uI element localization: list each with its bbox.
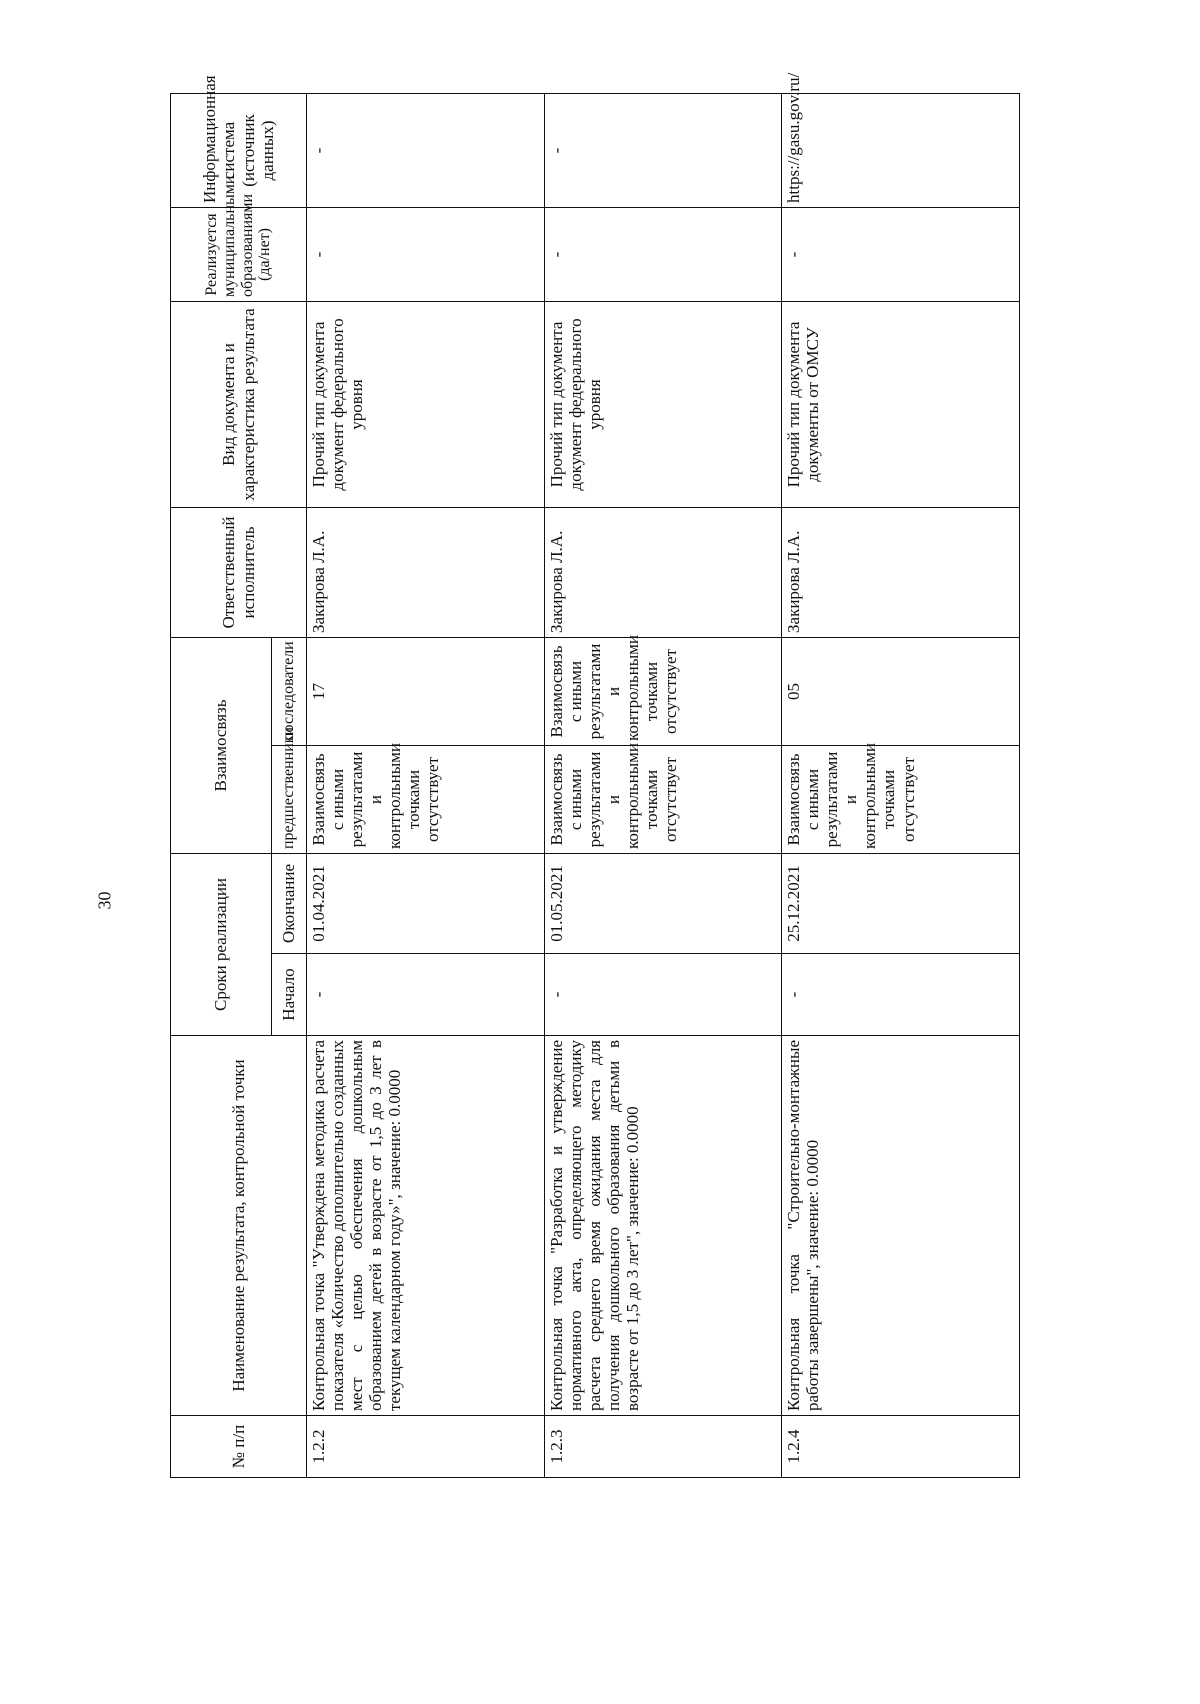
row-name: Контрольная точка "Строительно-монтажные работы завершены", значение: 0.0000 (782, 1036, 1020, 1416)
header-relation: Взаимосвязь (171, 637, 272, 853)
row-num: 1.2.2 (307, 1416, 545, 1478)
row-responsible: Закирова Л.А. (307, 507, 545, 637)
row-doc-type: Прочий тип документа документы от ОМСУ (782, 301, 1020, 507)
rotated-table-container (170, 72, 1020, 1478)
header-row-1 (171, 93, 272, 1477)
page-number: 30 (94, 891, 115, 910)
row-start: - (782, 954, 1020, 1036)
header-end: Окончание (272, 854, 307, 954)
table-row (544, 93, 782, 1477)
row-end: 25.12.2021 (782, 854, 1020, 954)
row-name: Контрольная точка "Утверждена методика расчета показателя «Количество дополнительно созданных мест с целью обеспечения дошкольным образованием детей в возрасте от 1,5 до 3 лет в текущем календарном году»", значение: 0.0000 (307, 1036, 545, 1416)
header-start: Начало (272, 954, 307, 1036)
header-responsible: Ответственный исполнитель (171, 507, 307, 637)
table-row (782, 93, 1020, 1477)
header-doc-type: Вид документа и характеристика результата (171, 301, 307, 507)
row-successors: 05 (782, 637, 1020, 745)
row-predecessors: Взаимосвязь с иными результатами и контрольными точками отсутствует (782, 746, 1020, 854)
row-responsible: Закирова Л.А. (782, 507, 1020, 637)
row-name: Контрольная точка "Разработка и утверждение нормативного акта, определяющего методику расчета среднего время ожидания места для получения дошкольного образования детьми в возрасте от 1,5 до 3 лет", значение: 0.0000 (544, 1036, 782, 1416)
row-end: 01.04.2021 (307, 854, 545, 954)
row-start: - (307, 954, 545, 1036)
row-municipal: - (782, 207, 1020, 301)
row-predecessors: Взаимосвязь с иными результатами и контрольными точками отсутствует (307, 746, 545, 854)
header-predecessors: предшественники (272, 746, 307, 854)
header-name: Наименование результата, контрольной точки (171, 1036, 307, 1416)
row-start: - (544, 954, 782, 1036)
row-num: 1.2.3 (544, 1416, 782, 1478)
row-successors: 17 (307, 637, 545, 745)
header-successors: последователи (272, 637, 307, 745)
row-doc-type: Прочий тип документа документ федерального уровня (544, 301, 782, 507)
row-successors: Взаимосвязь с иными результатами и контрольными точками отсутствует (544, 637, 782, 745)
header-municipal: Реализуется муниципальными образованиями (да/нет) (171, 207, 307, 301)
header-num: № п/п (171, 1416, 307, 1478)
results-table (170, 72, 1020, 1478)
row-info-system: - (544, 93, 782, 207)
row-num: 1.2.4 (782, 1416, 1020, 1478)
row-municipal: - (544, 207, 782, 301)
row-responsible: Закирова Л.А. (544, 507, 782, 637)
row-info-system: https://gasu.gov.ru/ (782, 93, 1020, 207)
header-terms: Сроки реализации (171, 854, 272, 1036)
table-row (307, 93, 545, 1477)
row-info-system: - (307, 93, 545, 207)
row-end: 01.05.2021 (544, 854, 782, 954)
header-info-system: Информационная система (источник данных) (171, 93, 307, 207)
row-doc-type: Прочий тип документа документ федерального уровня (307, 301, 545, 507)
row-municipal: - (307, 207, 545, 301)
row-predecessors: Взаимосвязь с иными результатами и контрольными точками отсутствует (544, 746, 782, 854)
